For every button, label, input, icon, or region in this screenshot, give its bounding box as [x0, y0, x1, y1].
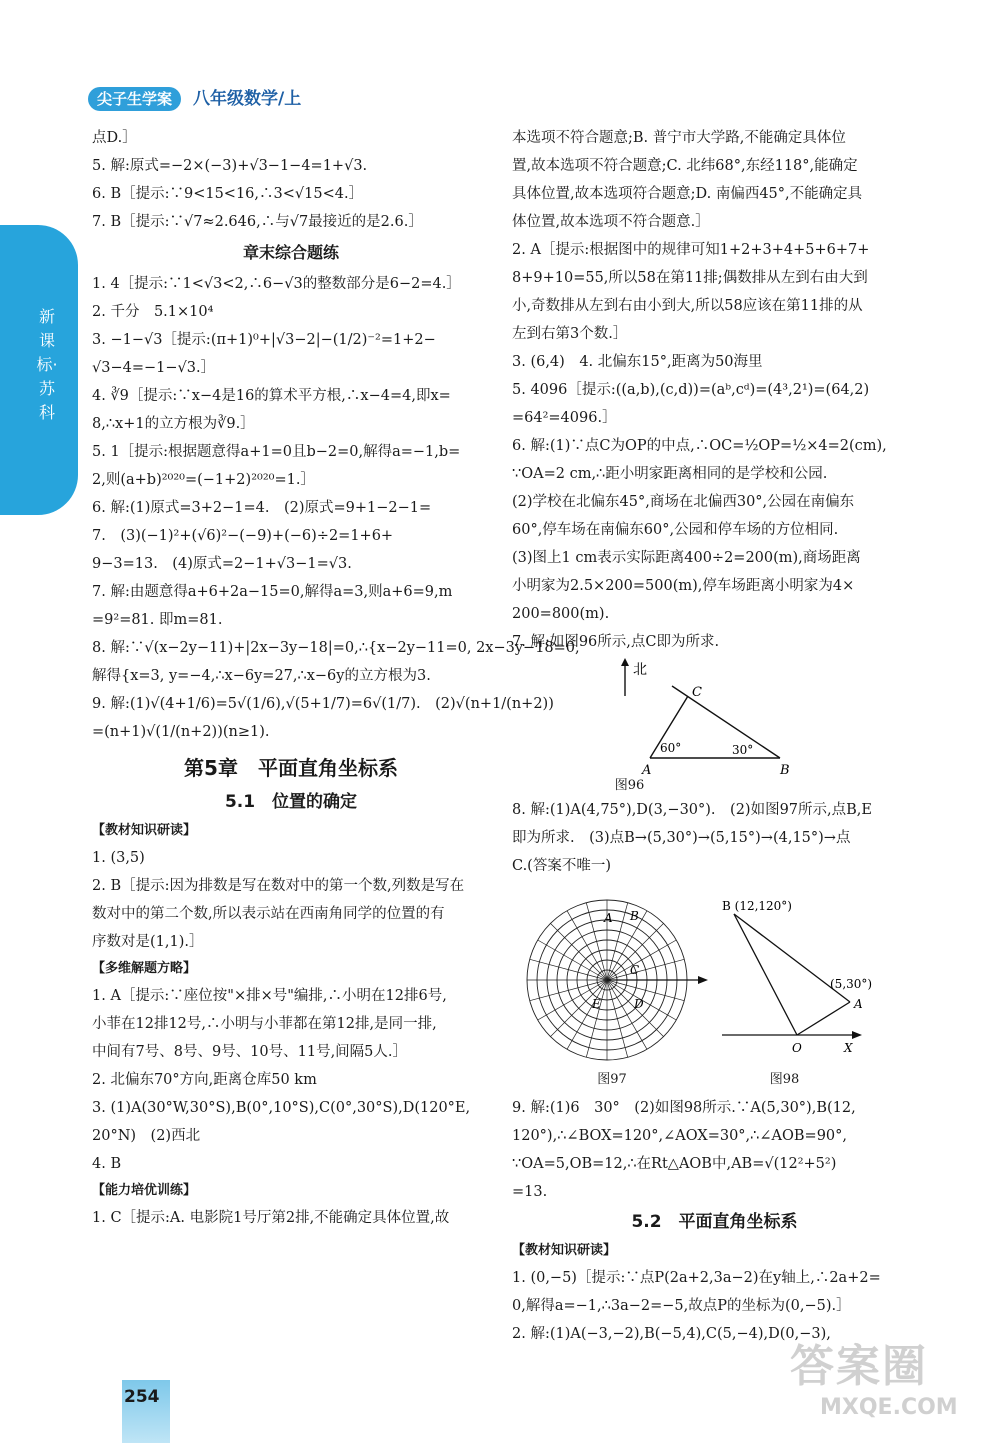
text-line: 小菲在12排12号,∴小明与小菲都在第12排,是同一排, [92, 1016, 437, 1032]
subsection-heading: 【能力培优训练】 [92, 1183, 197, 1198]
polar-ray [607, 980, 684, 1001]
polar-point-e: E [592, 997, 601, 1011]
page-header [88, 84, 301, 114]
text-line: 即为所求. (3)点B→(5,30°)→(5,15°)→(4,15°)→点 [512, 830, 851, 846]
point-b-label: B [780, 763, 790, 778]
text-line: 3. (6,4) 4. 北偏东15°,距离为50海里 [512, 354, 763, 370]
polar-axis-arrowhead [852, 1031, 862, 1039]
segment-ob [734, 914, 797, 1035]
point-a-label: A [642, 763, 652, 778]
text-line: 5. 解:原式=−2×(−3)+√3−1−4=1+√3. [92, 158, 368, 174]
point-b-coordinate: B (12,120°) [722, 899, 792, 913]
right-top-text [512, 124, 917, 656]
text-line: 4. ∛9［提示:∵x−4是16的算术平方根,∴x−4=4,即x= [92, 388, 451, 404]
polar-point-c: C [630, 963, 640, 977]
text-line: 8. 解:∵√(x−2y−11)+|2x−3y−18|=0,∴{x−2y−11=0, 2x−3y−18=0, [92, 640, 580, 656]
figure-98 [712, 880, 917, 1070]
subsection-heading: 【教材知识研读】 [512, 1243, 617, 1258]
polar-ray [607, 911, 647, 980]
subsection-heading: 【多维解题方略】 [92, 961, 197, 976]
text-line: 本选项不符合题意;B. 普宁市大学路,不能确定具体位 [512, 130, 846, 146]
text-line: (3)图上1 cm表示实际距离400÷2=200(m),商场距离 [512, 550, 861, 566]
text-line: 9. 解:(1)√(4+1/6)=5√(1/6),√(5+1/7)=6√(1/7). (2)√(n+1/(n+2)) [92, 696, 554, 712]
figures-97-98 [512, 880, 917, 1070]
figure-captions [512, 1070, 917, 1094]
right-column [512, 124, 917, 1348]
polar-point-b: B [630, 909, 639, 923]
watermark-url: MXQE.COM [820, 1395, 958, 1420]
right-bottom-text [512, 1094, 917, 1348]
text-line: (2)学校在北偏东45°,商场在北偏西30°,公园在南偏东 [512, 494, 855, 510]
figure-97 [512, 880, 712, 1070]
text-line: 1. C［提示:A. 电影院1号厅第2排,不能确定具体位置,故 [92, 1210, 450, 1226]
polar-ray [586, 980, 607, 1057]
brand-badge: 尖子生学案 [88, 87, 181, 111]
text-line: 3. (1)A(30°W,30°S),B(0°,10°S),C(0°,30°S),D(120°E, [92, 1100, 471, 1116]
point-c-label: C [692, 685, 702, 700]
polar-ray [607, 940, 676, 980]
text-line: ∵OA=2 cm,∴距小明家距离相同的是学校和公园. [512, 466, 828, 482]
text-line: 6. 解:(1)∵点C为OP的中点,∴OC=½OP=½×4=2(cm), [512, 438, 887, 454]
text-line: 0,解得a=−1,∴3a−2=−5,故点P的坐标为(0,−5).］ [512, 1298, 851, 1314]
polar-axis-arrow [698, 976, 708, 984]
text-line: 7. B［提示:∵√7≈2.646,∴与√7最接近的是2.6.］ [92, 214, 423, 230]
text-line: 9. 解:(1)6 30° (2)如图98所示.∵A(5,30°),B(12, [512, 1100, 856, 1116]
polar-point-a: A [604, 911, 613, 925]
right-mid-text [512, 796, 917, 880]
text-line: 2,则(a+b)²⁰²⁰=(−1+2)²⁰²⁰=1.］ [92, 472, 315, 488]
text-line: 数对中的第二个数,所以表示站在西南角同学的位置的有 [92, 906, 445, 922]
text-line: 中间有7号、8号、9号、10号、11号,间隔5人.］ [92, 1044, 408, 1060]
polar-ray [607, 959, 684, 980]
polar-ray [530, 959, 607, 980]
axis-label: X [844, 1041, 853, 1055]
text-line: 置,故本选项不符合题意;C. 北纬68°,东经118°,能确定 [512, 158, 858, 174]
text-line: 序数对是(1,1).］ [92, 934, 204, 950]
text-line: C.(答案不唯一) [512, 858, 612, 874]
figure-97-caption: 图97 [597, 1072, 627, 1087]
north-label: 北 [633, 662, 647, 678]
text-line: 7. 解:由题意得a+6+2a−15=0,解得a=3,则a+6=9,m [92, 584, 453, 600]
text-line: 左到右第3个数.］ [512, 326, 628, 342]
origin-label: O [792, 1041, 802, 1055]
watermark-logo-text: 答案圈 [790, 1341, 928, 1392]
text-line: 小明家为2.5×200=500(m),停车场距离小明家为4× [512, 578, 855, 594]
text-line: =9²=81. 即m=81. [92, 612, 223, 628]
text-line: 120°),∴∠BOX=120°,∠AOX=30°,∴∠AOB=90°, [512, 1128, 848, 1144]
figure-96-caption: 图96 [614, 778, 645, 793]
text-line: 点D.］ [92, 130, 137, 146]
text-line: 6. 解:(1)原式=3+2−1=4. (2)原式=9+1−2−1= [92, 500, 432, 516]
text-line: 1. A［提示:∵座位按"×排×号"编排,∴小明在12排6号, [92, 988, 447, 1004]
polar-ray [567, 911, 607, 980]
text-line: 60°,停车场在南偏东60°,公园和停车场的方位相同. [512, 522, 839, 538]
text-line: 5. 1［提示:根据题意得a+1=0且b−2=0,解得a=−1,b= [92, 444, 461, 460]
watermark [790, 1340, 958, 1422]
polar-grid [527, 900, 702, 1060]
text-line: 7. (3)(−1)²+(√6)²−(−9)+(−6)÷2=1+6+ [92, 528, 394, 544]
text-line: 7. 解:如图96所示,点C即为所求. [512, 634, 720, 650]
polar-ray [607, 980, 647, 1049]
text-line: 解得{x=3, y=−4,∴x−6y=27,∴x−6y的立方根为3. [92, 668, 431, 684]
text-line: ∵OA=5,OB=12,∴在Rt△AOB中,AB=√(12²+5²) [512, 1156, 837, 1172]
text-line: 8,∴x+1的立方根为∛9.］ [92, 416, 255, 432]
point-a-label: A [854, 997, 863, 1011]
text-line: 具体位置,故本选项符合题意;D. 南偏西45°,不能确定具 [512, 186, 863, 202]
text-line: 1. (0,−5)［提示:∵点P(2a+2,3a−2)在y轴上,∴2a+2= [512, 1270, 881, 1286]
book-title: 八年级数学/上 [193, 89, 302, 109]
text-line: 2. B［提示:因为排数是写在数对中的第一个数,列数是写在 [92, 878, 465, 894]
text-line: 4. B [92, 1156, 122, 1172]
text-line: 6. B［提示:∵9<15<16,∴3<√15<4.］ [92, 186, 364, 202]
text-line: 9−3=13. (4)原式=2−1+√3−1=√3. [92, 556, 352, 572]
subsection-title: 5.1 位置的确定 [224, 792, 358, 812]
figure-96 [512, 656, 917, 776]
text-line: 2. 北偏东70°方向,距离仓库50 km [92, 1072, 317, 1088]
text-line: 20°N) (2)西北 [92, 1128, 201, 1144]
polar-ray [567, 980, 607, 1049]
side-tab-label: 新课标·苏科 [36, 307, 58, 422]
north-arrow-head [621, 658, 629, 666]
text-line: 体位置,故本选项不符合题意.］ [512, 214, 710, 230]
subsection-heading: 【教材知识研读】 [92, 823, 197, 838]
polar-ray [538, 940, 607, 980]
angle-b-label: 30° [732, 743, 754, 757]
section-title: 章末综合题练 [242, 243, 339, 262]
text-line: =13. [512, 1184, 548, 1200]
text-line: 200=800(m). [512, 606, 610, 622]
text-line: 2. 解:(1)A(−3,−2),B(−5,4),C(5,−4),D(0,−3), [512, 1326, 831, 1342]
text-line: 1. (3,5) [92, 850, 145, 866]
angle-a-label: 60° [660, 741, 682, 755]
figure-98-caption: 图98 [769, 1072, 800, 1087]
polar-point-d: D [634, 997, 644, 1011]
text-line: 3. −1−√3［提示:(π+1)⁰+|√3−2|−(1/2)⁻²=1+2− [92, 332, 436, 348]
text-line: =(n+1)√(1/(n+2))(n≥1). [92, 724, 270, 740]
polar-ray [607, 980, 628, 1057]
text-line: 小,奇数排从左到右由小到大,所以58应该在第11排的从 [512, 298, 863, 314]
text-line: √3−4=−1−√3.］ [92, 360, 216, 376]
text-line: =64²=4096.］ [512, 410, 617, 426]
text-line: 1. 4［提示:∵1<√3<2,∴6−√3的整数部分是6−2=4.］ [92, 276, 461, 292]
polar-ray [550, 923, 607, 980]
subsection-title: 5.2 平面直角坐标系 [631, 1212, 798, 1232]
text-line: 8. 解:(1)A(4,75°),D(3,−30°). (2)如图97所示,点B,E [512, 802, 872, 818]
text-line: 5. 4096［提示:((a,b),(c,d))=(aᵇ,cᵈ)=(4³,2¹)=(64,2) [512, 382, 870, 398]
chapter-title: 第5章 平面直角坐标系 [184, 756, 398, 780]
segment-oa [797, 1002, 850, 1035]
page-number: 254 [124, 1387, 160, 1407]
point-a-coordinate: (5,30°) [830, 977, 873, 991]
text-line: 8+9+10=55,所以58在第11排;偶数排从左到右由大到 [512, 270, 868, 286]
text-line: 2. 千分 5.1×10⁴ [92, 304, 214, 320]
triangle-side-bc [672, 686, 780, 758]
text-line: 2. A［提示:根据图中的规律可知1+2+3+4+5+6+7+ [512, 242, 870, 258]
